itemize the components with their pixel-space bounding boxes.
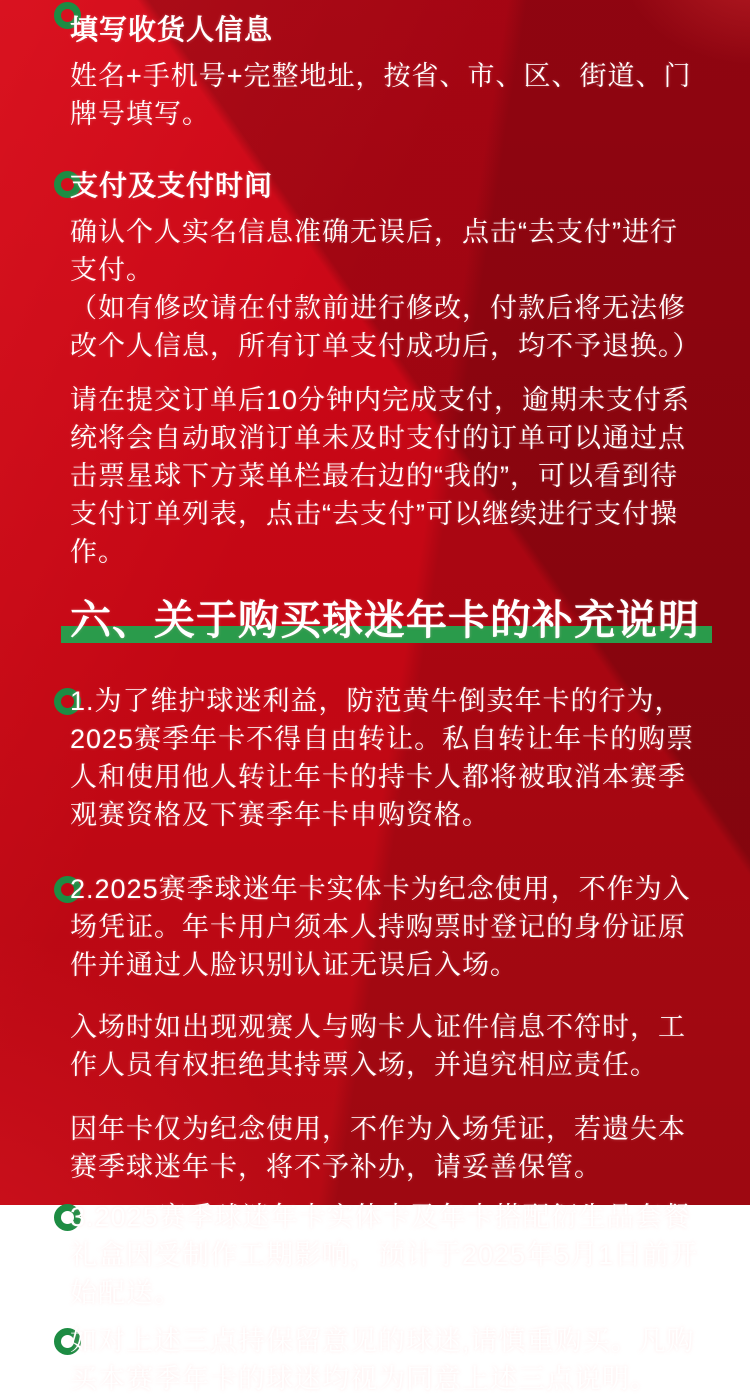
shipping-info-title: 填写收货人信息 bbox=[70, 14, 274, 45]
entry-mismatch-note: 入场时如出现观赛人与购卡人证件信息不符时，工作人员有权拒绝其持票入场，并追究相应责任。 bbox=[70, 1012, 686, 1080]
supplement-item-1 bbox=[70, 682, 702, 834]
supplement-item-3 bbox=[70, 1198, 702, 1312]
supplement-item-2-text: 2.2025赛季球迷年卡实体卡为纪念使用，不作为入场凭证。年卡用户须本人持购票时登记的身份证原件并通过人脸识别认证无误后入场。 bbox=[70, 874, 691, 980]
supplement-item-2 bbox=[70, 870, 702, 984]
section-six-header-block bbox=[70, 596, 702, 644]
supplement-item-3-text: 3.2025赛季球迷年卡实体卡及年卡搭配衍生品套餐礼盒因受制作工期影响，预计于2025年5月1日前开始配送。 bbox=[70, 1202, 699, 1308]
payment-section-header bbox=[70, 169, 702, 203]
final-disclaimer-text: 如对上述三点持保留意见的球迷,请慎重购买。凡购买本赛季年卡的球迷均视为同意上述三点说明。 bbox=[70, 1326, 695, 1394]
supplement-item-1-text: 1.为了维护球迷利益，防范黄牛倒卖年卡的行为，2025赛季年卡不得自由转让。私自转让年卡的购票人和使用他人转让年卡的持卡人都将被取消本赛季观赛资格及下赛季年卡申购资格。 bbox=[70, 686, 695, 830]
payment-title: 支付及支付时间 bbox=[70, 170, 274, 201]
payment-deadline-paragraph: 请在提交订单后10分钟内完成支付，逾期未支付系统将会自动取消订单未及时支付的订单可以通过点击票星球下方菜单栏最右边的“我的”，可以看到待支付订单列表，点击“去支付”可以继续进行支付操作。 bbox=[70, 385, 691, 567]
shipping-info-section-header bbox=[70, 0, 702, 47]
section-six-title: 六、关于购买球迷年卡的补充说明 bbox=[70, 597, 700, 643]
payment-modify-note: （如有修改请在付款前进行修改，付款后将无法修改个人信息，所有订单支付成功后，均不予退换。） bbox=[70, 293, 701, 361]
final-disclaimer bbox=[70, 1322, 702, 1398]
payment-instruction: 确认个人实名信息准确无误后，点击“去支付”进行支付。 bbox=[70, 217, 678, 285]
card-loss-note: 因年卡仅为纪念使用，不作为入场凭证，若遗失本赛季球迷年卡，将不予补办，请妥善保管。 bbox=[70, 1114, 686, 1182]
section-six-header-wrap bbox=[70, 596, 700, 644]
shipping-info-body: 姓名+手机号+完整地址，按省、市、区、街道、门牌号填写。 bbox=[70, 61, 692, 129]
